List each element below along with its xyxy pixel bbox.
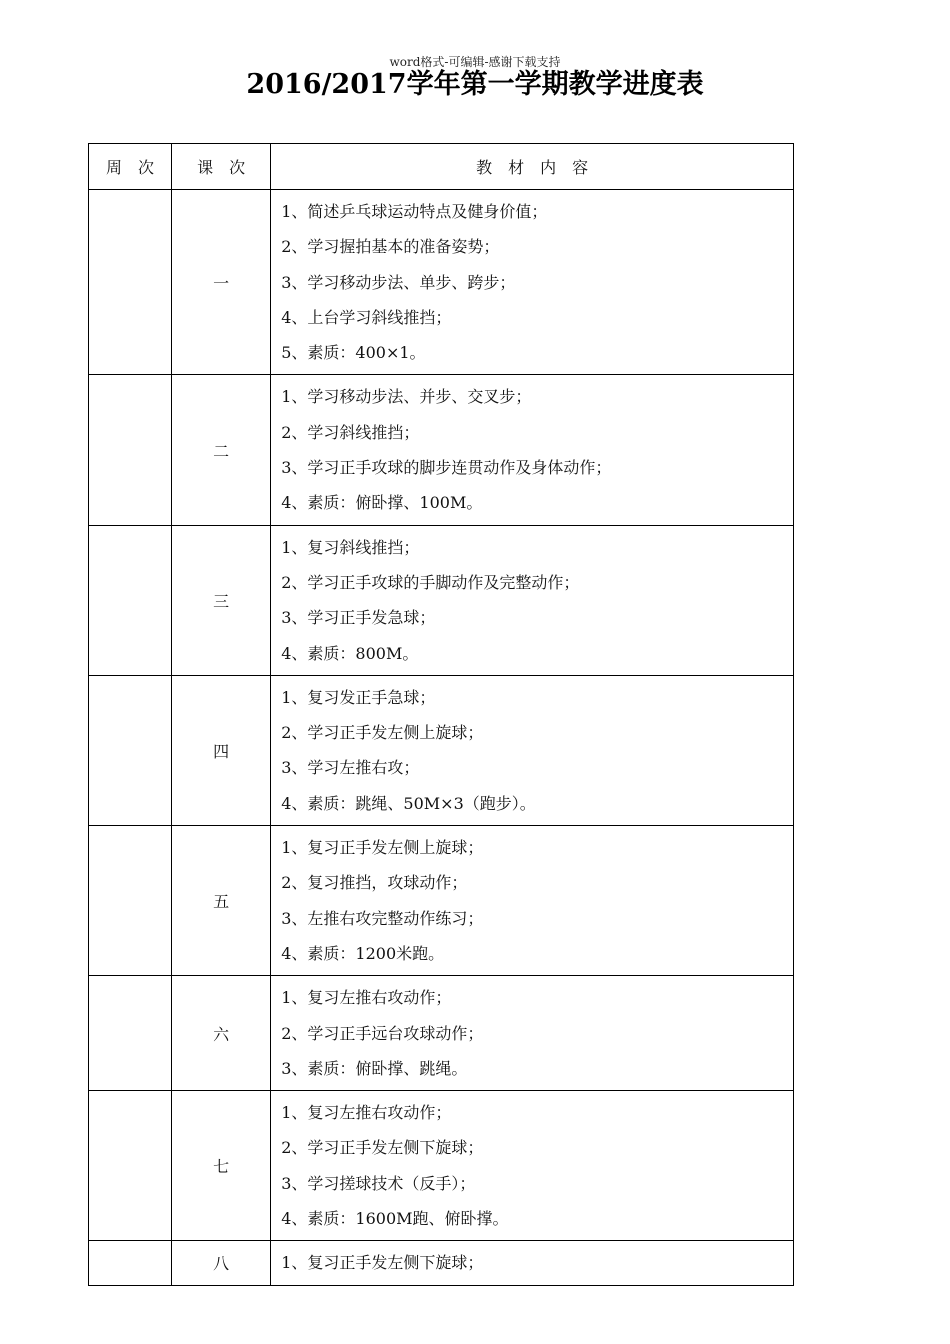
content-item: 1、复习左推右攻动作； (281, 1103, 452, 1123)
week-cell (89, 190, 172, 375)
content-item: 3、左推右攻完整动作练习； (281, 908, 484, 928)
lesson-cell: 六 (172, 976, 271, 1091)
content-item: 2、学习正手发左侧上旋球； (281, 723, 484, 743)
table-row (89, 190, 794, 375)
week-cell (89, 1241, 172, 1285)
lesson-cell: 八 (172, 1241, 271, 1285)
table-row (89, 675, 794, 825)
lesson-cell: 一 (172, 190, 271, 375)
week-cell (89, 675, 172, 825)
content-item: 5、素质：400×1。 (281, 343, 426, 363)
content-item: 1、复习正手发左侧下旋球； (281, 1253, 484, 1273)
lesson-cell: 七 (172, 1091, 271, 1241)
content-item: 2、学习握拍基本的准备姿势； (281, 237, 500, 257)
header-week: 周 次 (89, 144, 172, 190)
page-title: 2016/2017学年第一学期教学进度表 (246, 69, 704, 100)
lesson-cell: 三 (172, 525, 271, 675)
content-cell (271, 375, 794, 525)
lesson-cell: 二 (172, 375, 271, 525)
content-item: 3、学习正手攻球的脚步连贯动作及身体动作； (281, 458, 612, 478)
content-cell (271, 190, 794, 375)
table-row (89, 826, 794, 976)
table-row (89, 976, 794, 1091)
table-row (89, 1091, 794, 1241)
header-lesson: 课 次 (172, 144, 271, 190)
header-row (89, 144, 794, 190)
table-row (89, 375, 794, 525)
lesson-cell: 四 (172, 675, 271, 825)
content-item: 1、学习移动步法、并步、交叉步； (281, 387, 532, 407)
content-item: 2、学习斜线推挡； (281, 422, 420, 442)
content-cell (271, 525, 794, 675)
content-item: 3、学习左推右攻； (281, 758, 420, 778)
content-item: 2、学习正手攻球的手脚动作及完整动作； (281, 572, 580, 592)
content-item: 1、简述乒乓球运动特点及健身价值； (281, 202, 548, 221)
content-item: 4、素质：800M。 (281, 643, 419, 663)
week-cell (89, 375, 172, 525)
content-cell (271, 1091, 794, 1241)
week-cell (89, 976, 172, 1091)
content-item: 2、学习正手远台攻球动作； (281, 1023, 484, 1043)
week-cell (89, 525, 172, 675)
week-cell (89, 826, 172, 976)
table-row (89, 525, 794, 675)
content-cell (271, 976, 794, 1091)
content-item: 4、素质：1200米跑。 (281, 943, 445, 963)
content-cell (271, 675, 794, 825)
schedule-table (88, 143, 794, 1286)
content-item: 3、素质：俯卧撑、跳绳。 (281, 1058, 468, 1078)
header-watermark: word格式-可编辑-感谢下载支持 (389, 55, 561, 69)
header-content: 教 材 内 容 (271, 144, 794, 190)
content-item: 1、复习斜线推挡； (281, 537, 420, 557)
content-item: 3、学习搓球技术（反手）； (281, 1173, 476, 1193)
week-cell (89, 1091, 172, 1241)
content-item: 4、素质：跳绳、50M×3（跑步）。 (281, 793, 536, 813)
schedule-body (89, 144, 794, 1286)
content-item: 1、复习正手发左侧上旋球； (281, 838, 484, 858)
content-item: 4、素质：俯卧撑、100M。 (281, 493, 483, 513)
content-cell (271, 826, 794, 976)
content-item: 1、复习左推右攻动作； (281, 988, 452, 1008)
content-item: 2、学习正手发左侧下旋球； (281, 1138, 484, 1158)
content-item: 4、素质：1600M跑、俯卧撑。 (281, 1209, 509, 1229)
lesson-cell: 五 (172, 826, 271, 976)
content-item: 3、学习正手发急球； (281, 608, 436, 628)
content-item: 1、复习发正手急球； (281, 687, 436, 707)
content-cell (271, 1241, 794, 1285)
table-row (89, 1241, 794, 1285)
content-item: 4、上台学习斜线推挡； (281, 307, 452, 327)
content-item: 2、复习推挡，攻球动作； (281, 873, 468, 893)
content-item: 3、学习移动步法、单步、跨步； (281, 272, 516, 292)
